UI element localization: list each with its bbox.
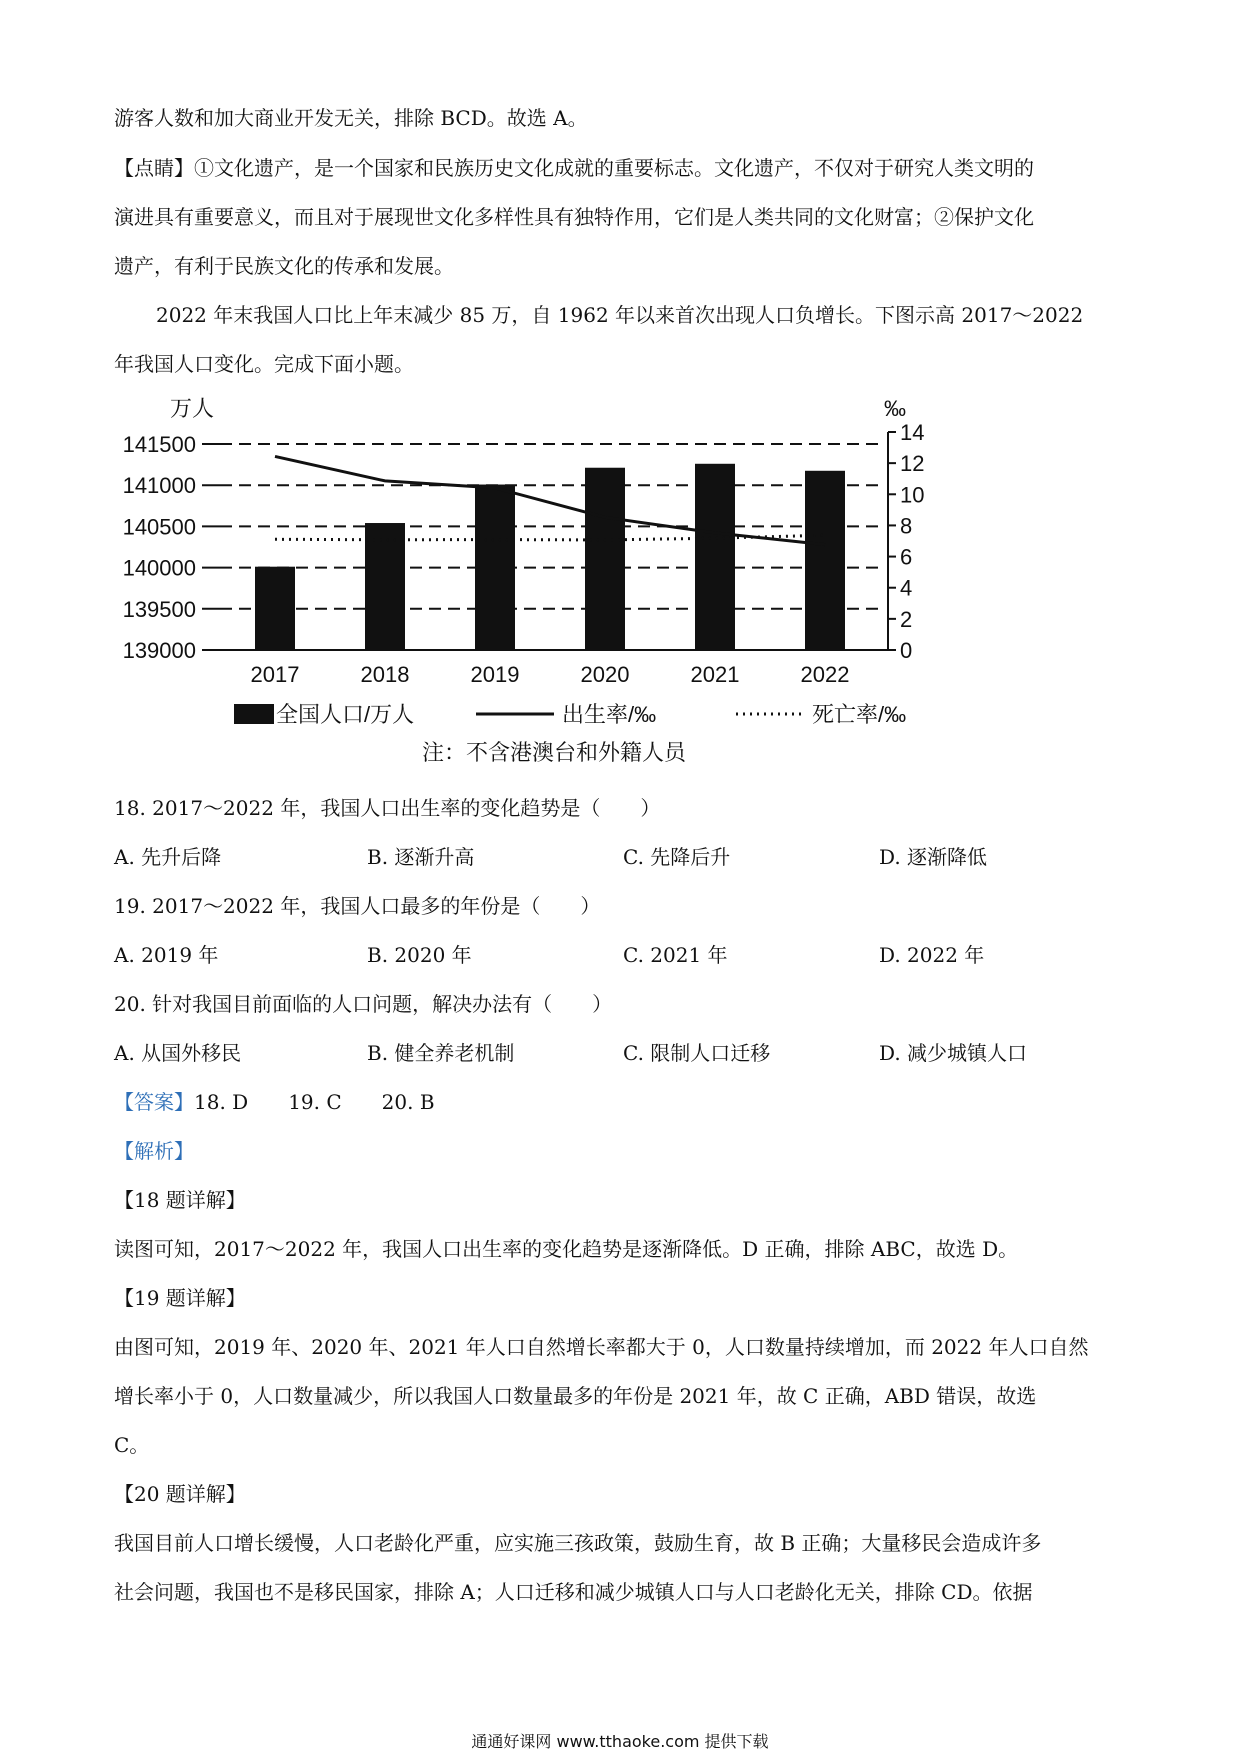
right-tick-label: 2	[900, 606, 913, 632]
q18-option-d: D. 逐渐降低	[879, 845, 988, 869]
q19-option-c: C. 2021 年	[623, 943, 728, 967]
text-line-1: 游客人数和加大商业开发无关，排除 BCD。故选 A。	[114, 106, 588, 130]
left-tick-label: 141000	[122, 473, 196, 499]
right-tick-label: 0	[900, 638, 913, 663]
legend-label-birth: 出生率/‰	[562, 702, 657, 727]
page-footer: 通通好课网 www.tthaoke.com 提供下载	[471, 1732, 769, 1751]
legend-swatch-population	[234, 704, 274, 724]
x-tick-label: 2019	[470, 662, 520, 687]
detail-19-text-1: 由图可知，2019 年、2020 年、2021 年人口自然增长率都大于 0，人口数量持续增加，而 2022 年人口自然	[114, 1335, 1089, 1359]
x-tick-label: 2020	[580, 662, 630, 687]
intro-line-2: 年我国人口变化。完成下面小题。	[114, 352, 414, 376]
population-bar	[255, 567, 295, 650]
detail-19-heading: 【19 题详解】	[114, 1286, 246, 1310]
population-chart	[114, 392, 974, 772]
legend-label-death: 死亡率/‰	[812, 702, 907, 727]
q19-option-a: A. 2019 年	[114, 943, 219, 967]
chart-note: 注：不含港澳台和外籍人员	[421, 740, 687, 765]
right-tick-label: 12	[900, 451, 925, 477]
detail-20-text-1: 我国目前人口增长缓慢，人口老龄化严重，应实施三孩政策，鼓励生育，故 B 正确；大量移民会造成许多	[114, 1531, 1042, 1555]
q20-option-a: A. 从国外移民	[114, 1041, 242, 1065]
right-tick-label: 10	[900, 482, 925, 508]
intro-line-1: 2022 年末我国人口比上年末减少 85 万，自 1962 年以来首次出现人口负增长。下图示高 2017～2022	[156, 303, 1084, 327]
q18-option-c: C. 先降后升	[623, 845, 731, 869]
answer-label: 【答案】	[114, 1090, 194, 1114]
q20-option-d: D. 减少城镇人口	[879, 1041, 1028, 1065]
left-tick-label: 140000	[122, 555, 196, 581]
x-tick-label: 2021	[690, 662, 740, 687]
left-tick-label: 139000	[122, 638, 196, 663]
q19-option-b: B. 2020 年	[367, 943, 472, 967]
birth-rate-line	[275, 456, 825, 544]
tip-line-3: 遗产，有利于民族文化的传承和发展。	[114, 254, 454, 278]
left-tick-label: 140500	[122, 514, 196, 540]
detail-19-text-3: C。	[114, 1433, 150, 1457]
detail-18-text: 读图可知，2017～2022 年，我国人口出生率的变化趋势是逐渐降低。D 正确，排除 ABC，故选 D。	[114, 1237, 1019, 1261]
left-axis-unit: 万人	[169, 396, 215, 421]
population-bar	[475, 485, 515, 650]
population-bar	[585, 468, 625, 650]
legend-label-population: 全国人口/万人	[276, 702, 415, 727]
x-tick-label: 2022	[800, 662, 850, 687]
x-tick-label: 2018	[360, 662, 410, 687]
right-tick-label: 4	[900, 575, 913, 601]
population-bar	[695, 464, 735, 650]
answer-value: 18. D 19. C 20. B	[194, 1090, 435, 1114]
q18-option-b: B. 逐渐升高	[367, 845, 475, 869]
question-19-stem: 19. 2017～2022 年，我国人口最多的年份是（ ）	[114, 894, 601, 918]
tip-line-2: 演进具有重要意义，而且对于展现世文化多样性具有独特作用，它们是人类共同的文化财富；②保护文化	[114, 205, 1034, 229]
question-18-stem: 18. 2017～2022 年，我国人口出生率的变化趋势是（ ）	[114, 796, 661, 820]
right-tick-label: 14	[900, 420, 925, 445]
q18-option-a: A. 先升后降	[114, 845, 222, 869]
x-tick-label: 2017	[250, 662, 300, 687]
population-bar	[805, 471, 845, 650]
left-tick-label: 141500	[122, 432, 196, 457]
detail-18-heading: 【18 题详解】	[114, 1188, 246, 1212]
detail-20-text-2: 社会问题，我国也不是移民国家，排除 A；人口迁移和减少城镇人口与人口老龄化无关，排除 CD。依据	[114, 1580, 1033, 1604]
q19-option-d: D. 2022 年	[879, 943, 985, 967]
q20-option-b: B. 健全养老机制	[367, 1041, 515, 1065]
q20-option-c: C. 限制人口迁移	[623, 1041, 771, 1065]
right-tick-label: 8	[900, 513, 913, 539]
right-axis-unit: ‰	[884, 396, 906, 421]
tip-line-1: 【点睛】①文化遗产，是一个国家和民族历史文化成就的重要标志。文化遗产，不仅对于研究人类文明的	[114, 156, 1034, 180]
question-20-stem: 20. 针对我国目前面临的人口问题，解决办法有（ ）	[114, 992, 613, 1016]
population-bar	[365, 523, 405, 650]
answer-line	[114, 1088, 1134, 1116]
analysis-label: 【解析】	[114, 1139, 194, 1163]
detail-19-text-2: 增长率小于 0，人口数量减少，所以我国人口数量最多的年份是 2021 年，故 C 正确，ABD 错误，故选	[114, 1384, 1037, 1408]
right-tick-label: 6	[900, 544, 913, 570]
detail-20-heading: 【20 题详解】	[114, 1482, 246, 1506]
left-tick-label: 139500	[122, 596, 196, 622]
